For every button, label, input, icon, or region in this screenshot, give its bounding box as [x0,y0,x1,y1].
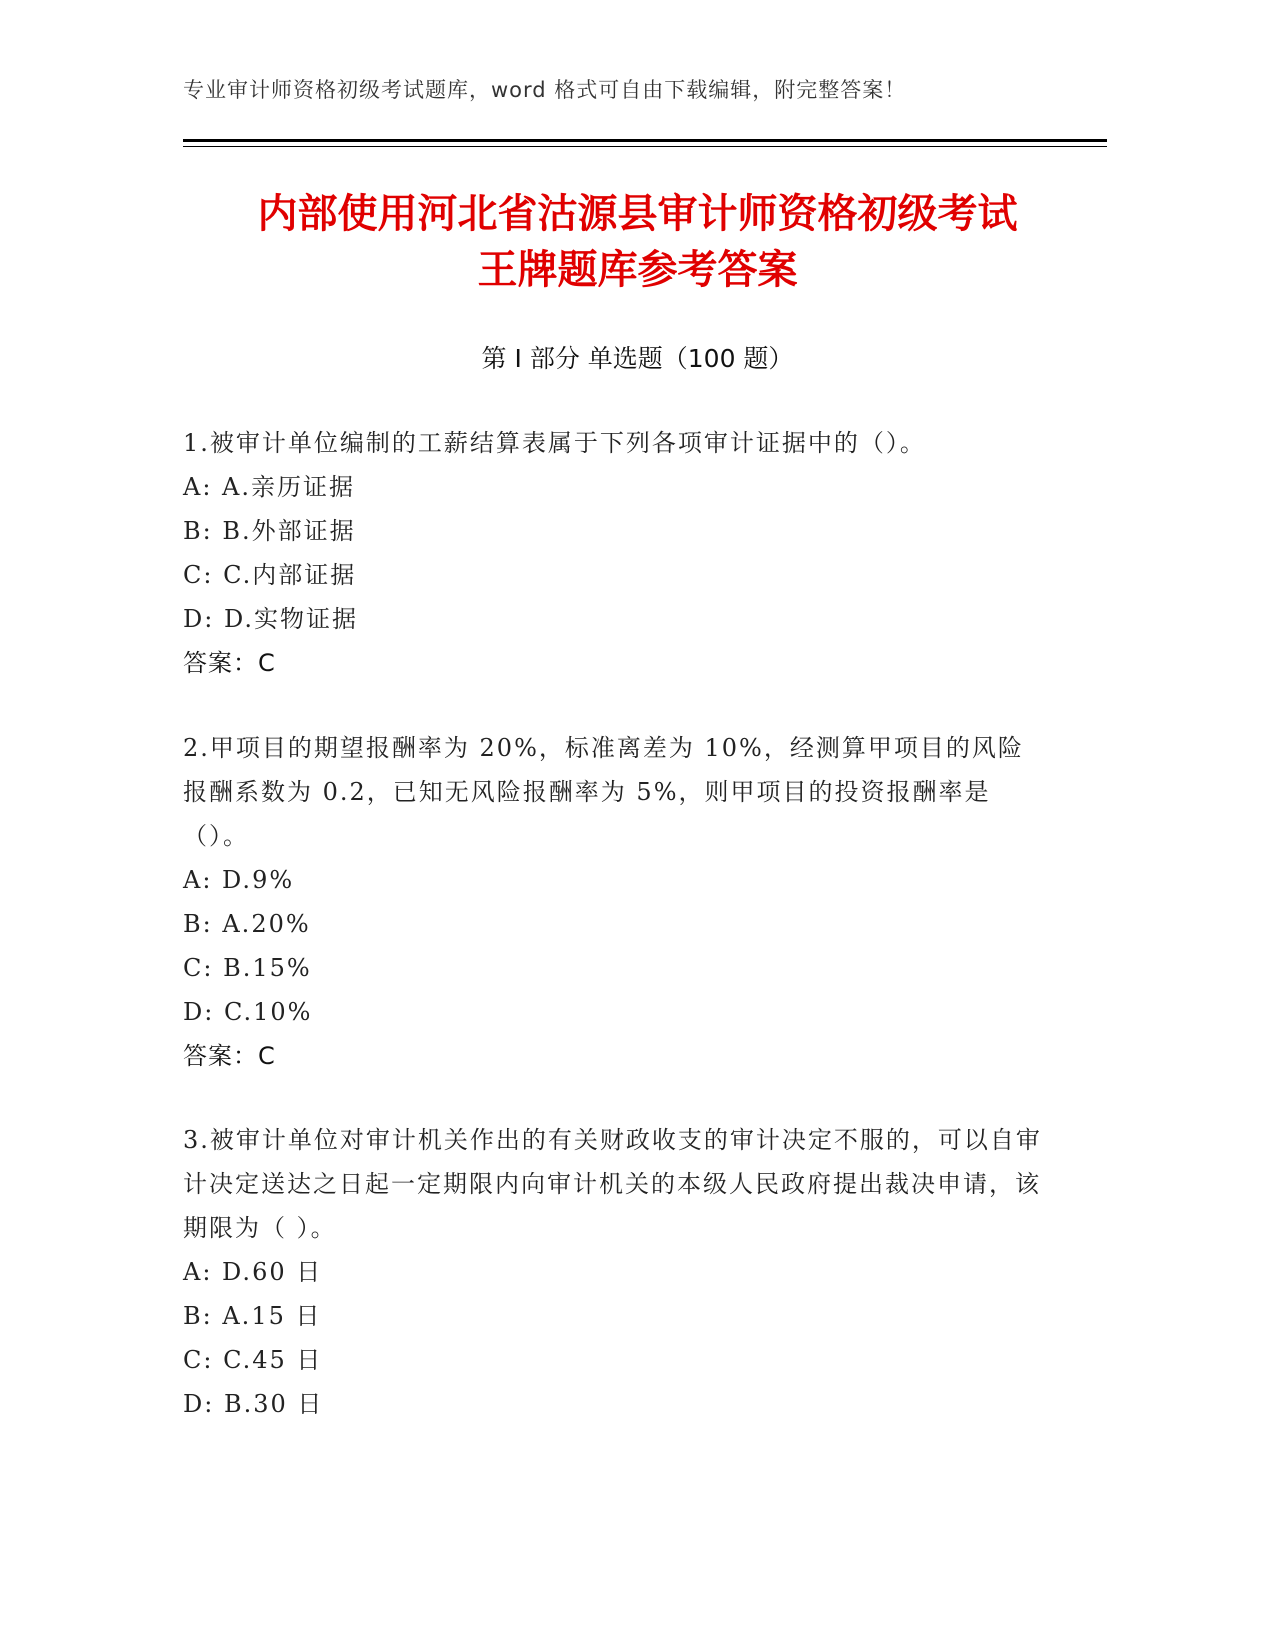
header-rule-thin [183,146,1107,147]
question-text: 1.被审计单位编制的工薪结算表属于下列各项审计证据中的（）。 [183,429,926,457]
option-b: B: B.外部证据 [183,517,356,545]
option-c: C: C.内部证据 [183,561,357,589]
option-a: A: D.9% [183,866,295,894]
option-d: D: C.10% [183,998,313,1026]
answer: 答案：C [183,1042,276,1070]
option-c: C: B.15% [183,954,312,982]
question-1 [183,421,1043,685]
header-rule-thick [183,139,1107,142]
option-a: A: D.60 日 [183,1258,323,1286]
title-line-1: 内部使用河北省沽源县审计师资格初级考试 [257,191,1018,237]
answer: 答案：C [183,649,276,677]
question-3 [183,1118,1043,1426]
title-line-2: 王牌题库参考答案 [477,247,798,293]
option-d: D: B.30 日 [183,1390,324,1418]
option-c: C: C.45 日 [183,1346,323,1374]
question-2 [183,726,1043,1078]
header-note: 专业审计师资格初级考试题库，word 格式可自由下载编辑，附完整答案！ [183,78,907,102]
question-text: 2.甲项目的期望报酬率为 20%，标准离差为 10%，经测算甲项目的风险报酬系数为 0.2，已知无风险报酬率为 5%，则甲项目的投资报酬率是（）。 [183,734,1024,850]
option-b: B: A.15 日 [183,1302,322,1330]
question-text: 3.被审计单位对审计机关作出的有关财政收支的审计决定不服的，可以自审计决定送达之日起一定期限内向审计机关的本级人民政府提出裁决申请，该期限为（ ）。 [183,1126,1042,1242]
document-title [183,186,1092,298]
option-d: D: D.实物证据 [183,605,358,633]
option-b: B: A.20% [183,910,311,938]
option-a: A: A.亲历证据 [183,473,356,501]
section-heading: 第 I 部分 单选题（100 题） [481,344,794,373]
